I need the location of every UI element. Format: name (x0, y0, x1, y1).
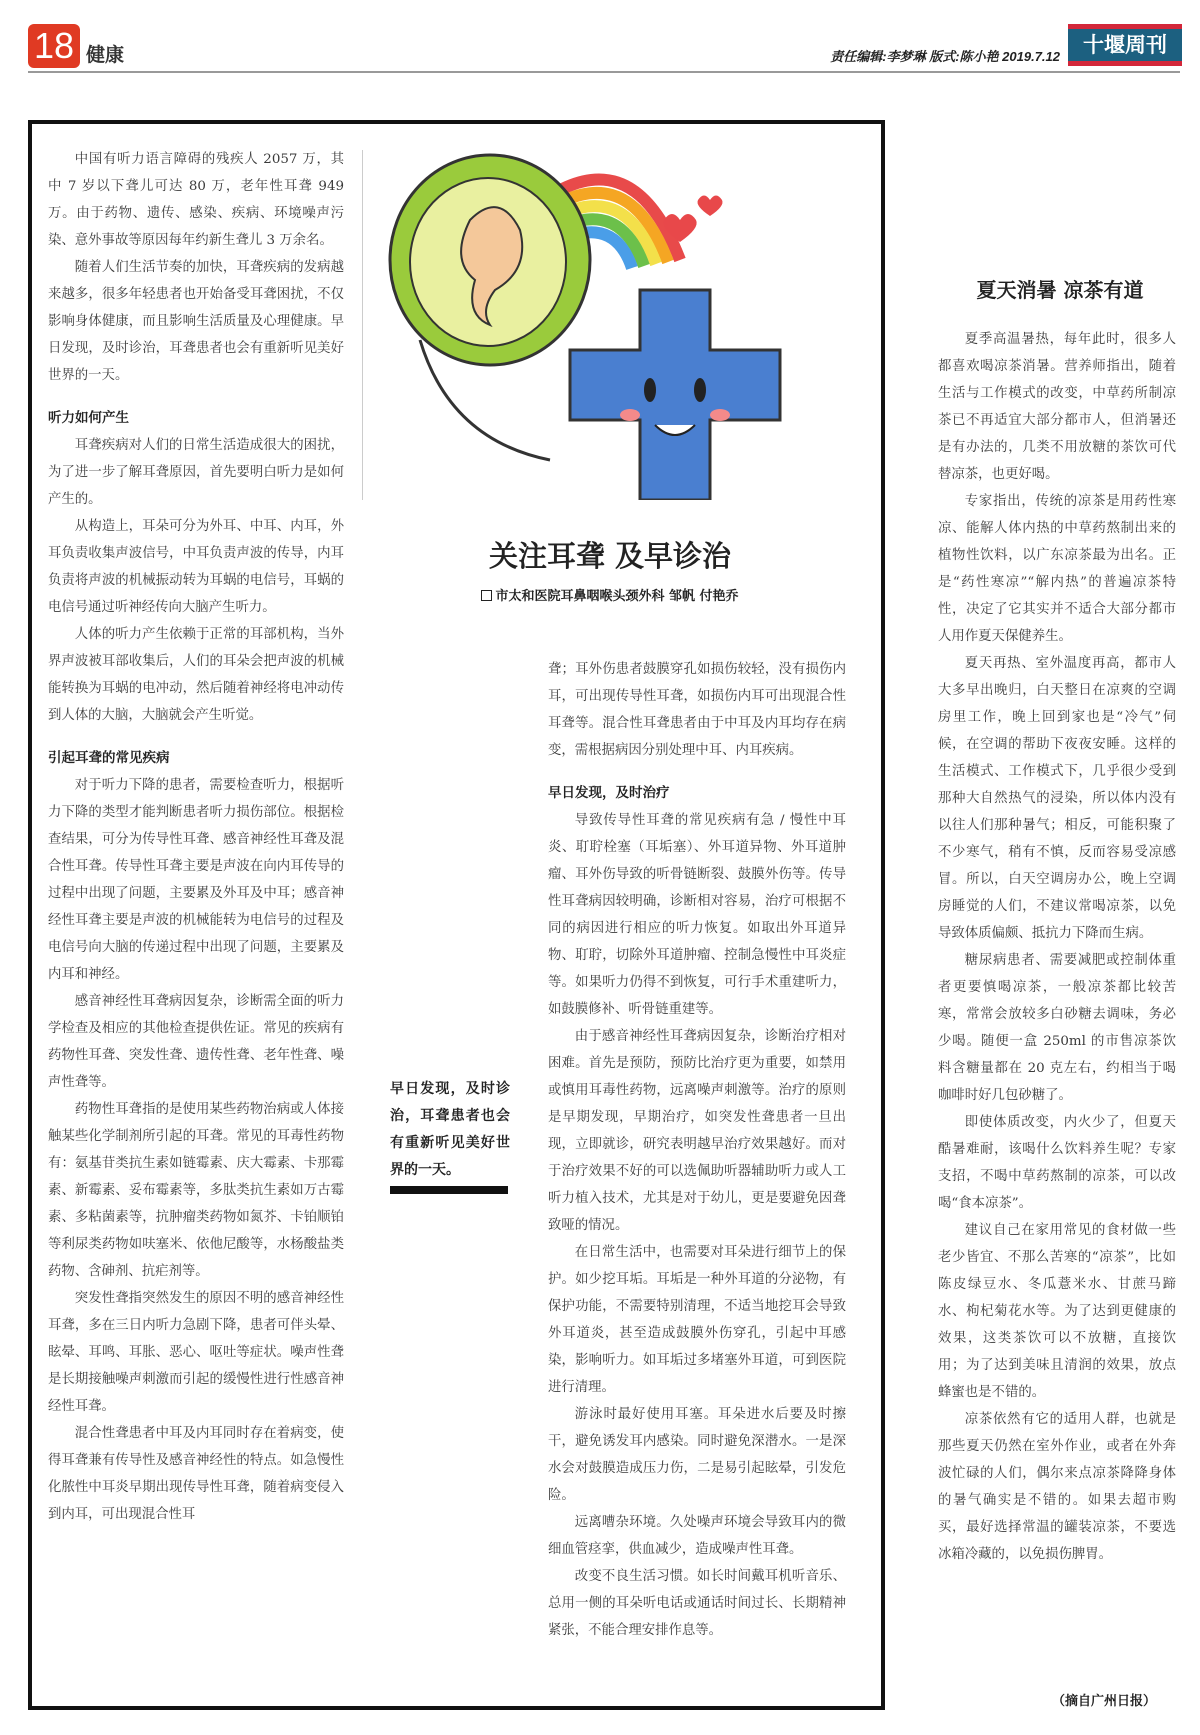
paragraph: 突发性聋指突然发生的原因不明的感音神经性耳聋，多在三日内听力急剧下降，患者可伴头晕、眩晕、耳鸣、耳胀、恶心、呕吐等症状。噪声性聋是长期接触噪声刺激而引起的缓慢性进行性感音神经性耳聋。 (48, 1291, 344, 1414)
paragraph: 凉茶依然有它的适用人群，也就是那些夏天仍然在室外作业，或者在外奔波忙碌的人们，偶尔来点凉茶降降身体的暑气确实是不错的。如果去超市购买，最好选择常温的罐装凉茶，不要选冰箱冷藏的，以免损伤脾胃。 (938, 1412, 1176, 1562)
paragraph: 感音神经性耳聋病因复杂，诊断需全面的听力学检查及相应的其他检查提供佐证。常见的疾病有药物性耳聋、突发性聋、遗传性聋、老年性聋、噪声性聋等。 (48, 994, 344, 1090)
paragraph: 对于听力下降的患者，需要检查听力，根据听力下降的类型才能判断患者听力损伤部位。根据检查结果，可分为传导性耳聋、感音神经性耳聋及混合性耳聋。传导性耳聋主要是声波在向内耳传导的过程中出现了问题，主要累及外耳及中耳；感音神经性耳聋主要是声波的机械能转为电信号的过程及电信号向大脑的传递过程中出现了问题，主要累及内耳和神经。 (48, 778, 344, 982)
paragraph: 混合性聋患者中耳及内耳同时存在着病变，使得耳聋兼有传导性及感音神经性的特点。如急慢性化脓性中耳炎早期出现传导性耳聋，随着病变侵入到内耳，可出现混合性耳 (48, 1426, 344, 1522)
paragraph: 即使体质改变，内火少了，但夏天酷暑难耐，该喝什么饮料养生呢？专家支招，不喝中草药熬制的凉茶，可以改喝“食本凉茶”。 (938, 1115, 1176, 1211)
sidebar-source: （摘自广州日报） (1052, 1694, 1157, 1709)
sidebar-column (938, 326, 1176, 1568)
article-middle-column (548, 656, 846, 1644)
pull-quote: 早日发现，及时诊治，耳聋患者也会有重新听见美好世界的一天。 (390, 1081, 510, 1178)
paragraph: 游泳时最好使用耳塞。耳朵进水后要及时擦干，避免诱发耳内感染。同时避免深潜水。一是深水会对鼓膜造成压力伤，二是易引起眩晕，引发危险。 (548, 1407, 846, 1503)
header-divider (28, 71, 1180, 73)
ear-disc-icon (390, 155, 590, 365)
paragraph: 药物性耳聋指的是使用某些药物治病或人体接触某些化学制剂所引起的耳聋。常见的耳毒性药物有：氨基苷类抗生素如链霉素、庆大霉素、卡那霉素、新霉素、妥布霉素等，多肽类抗生素如万古霉素、多粘菌素等，抗肿瘤类药物如氮芥、卡铂顺铂等利尿类药物如呋塞米、依他尼酸等，水杨酸盐类药物、含砷剂、抗疟剂等。 (48, 1102, 344, 1279)
subheading: 听力如何产生 (48, 410, 129, 426)
article-byline (360, 585, 860, 604)
paragraph: 建议自己在家用常见的食材做一些老少皆宜、不那么苦寒的“凉茶”，比如陈皮绿豆水、冬瓜薏米水、甘蔗马蹄水、枸杞菊花水等。为了达到更健康的效果，这类茶饮可以不放糖，直接饮用；为了达到美味且清润的效果，放点蜂蜜也是不错的。 (938, 1223, 1176, 1400)
paragraph: 人体的听力产生依赖于正常的耳部机构，当外界声波被耳部收集后，人们的耳朵会把声波的机械能转换为耳蜗的电冲动，然后随着神经将电冲动传到人体的大脑，大脑就会产生听觉。 (48, 627, 344, 723)
paragraph: 聋；耳外伤患者鼓膜穿孔如损伤较轻，没有损伤内耳，可出现传导性耳聋，如损伤内耳可出现混合性耳聋等。混合性耳聋患者由于中耳及内耳均存在病变，需根据病因分别处理中耳、内耳疾病。 (548, 662, 846, 758)
article-title: 关注耳聋 及早诊治 (488, 539, 732, 573)
paragraph: 远离嘈杂环境。久处噪声环境会导致耳内的微细血管痉挛，供血减少，造成噪声性耳聋。 (548, 1515, 846, 1557)
paragraph: 耳聋疾病对人们的日常生活造成很大的困扰，为了进一步了解耳聋原因，首先要明白听力是如何产生的。 (48, 438, 344, 507)
byline-text: 市太和医院耳鼻咽喉头颈外科 邹帆 付艳乔 (495, 589, 739, 604)
paragraph: 改变不良生活习惯。如长时间戴耳机听音乐、总用一侧的耳朵听电话或通话时间过长、长期精神紧张，不能合理安排作息等。 (548, 1569, 846, 1638)
subheading: 引起耳聋的常见疾病 (48, 750, 170, 766)
paragraph: 糖尿病患者、需要减肥或控制体重者更要慎喝凉茶，一般凉茶都比较苦寒，常常会放较多白砂糖去调味，务必少喝。随便一盒 250ml 的市售凉茶饮料含糖量都在 20 克左右，约相当于喝咖啡时好几包砂糖了。 (938, 953, 1176, 1103)
paragraph: 在日常生活中，也需要对耳朵进行细节上的保护。如少挖耳垢。耳垢是一种外耳道的分泌物，有保护功能，不需要特别清理，不适当地挖耳会导致外耳道炎，甚至造成鼓膜外伤穿孔，引起中耳感染，影响听力。如耳垢过多堵塞外耳道，可到医院进行清理。 (548, 1245, 846, 1395)
page-number: 18 (28, 24, 80, 68)
paragraph: 专家指出，传统的凉茶是用药性寒凉、能解人体内热的中草药熬制出来的植物性饮料，以广东凉茶最为出名。正是“药性寒凉”“解内热”的普遍凉茶特性，决定了它其实并不适合大部分都市人用作夏天保健养生。 (938, 494, 1176, 644)
sidebar-title: 夏天消暑 凉茶有道 (976, 278, 1144, 302)
illustration (380, 140, 860, 500)
newspaper-logo: 十堰周刊 (1068, 24, 1182, 66)
paragraph: 中国有听力语言障碍的残疾人 2057 万，其中 7 岁以下聋儿可达 80 万，老年性耳聋 949 万。由于药物、遗传、感染、疾病、环境噪声污染、意外事故等原因每年约新生聋儿 3 万余名。 (48, 152, 344, 248)
paragraph: 随着人们生活节奏的加快，耳聋疾病的发病越来越多，很多年轻患者也开始备受耳聋困扰，不仅影响身体健康，而且影响生活质量及心理健康。早日发现，及时诊治，耳聋患者也会有重新听见美好世界的一天。 (48, 260, 344, 383)
paragraph: 由于感音神经性耳聋病因复杂，诊断治疗相对困难。首先是预防，预防比治疗更为重要，如禁用或慎用耳毒性药物，远离噪声刺激等。治疗的原则是早期发现，早期治疗，如突发性聋患者一旦出现，立即就诊，研究表明越早治疗效果越好。而对于治疗效果不好的可以选佩助听器辅助听力或人工听力植入技术，尤其是对于幼儿，更是要避免因聋致哑的情况。 (548, 1029, 846, 1233)
pull-quote-bar (390, 1186, 508, 1194)
paragraph: 从构造上，耳朵可分为外耳、中耳、内耳，外耳负责收集声波信号，中耳负责声波的传导，内耳负责将声波的机械振动转为耳蜗的电信号，耳蜗的电信号通过听神经传向大脑产生听力。 (48, 519, 344, 615)
medical-cross-character-icon (570, 290, 780, 500)
paragraph: 夏天再热、室外温度再高，都市人大多早出晚归，白天整日在凉爽的空调房里工作，晚上回到家也是“冷气”伺候，在空调的帮助下夜夜安睡。这样的生活模式、工作模式下，几乎很少受到那种大自然热气的浸染，所以体内没有以往人们那种暑气；相反，可能积聚了不少寒气，稍有不慎，反而容易受凉感冒。所以，白天空调房办公，晚上空调房睡觉的人们，不建议常喝凉茶，以免导致体质偏颇、抵抗力下降而生病。 (938, 656, 1176, 941)
paragraph: 导致传导性耳聋的常见疾病有急 / 慢性中耳炎、耵聍栓塞（耳垢塞）、外耳道异物、外耳道肿瘤、耳外伤导致的听骨链断裂、鼓膜外伤等。传导性耳聋病因较明确，诊断相对容易，治疗可根据不同的病因进行相应的听力恢复。如取出外耳道异物、耵聍，切除外耳道肿瘤、控制急慢性中耳炎症等。如果听力仍得不到恢复，可行手术重建听力，如鼓膜修补、听骨链重建等。 (548, 813, 846, 1017)
column-divider (362, 150, 363, 500)
section-title: 健康 (86, 44, 125, 66)
article-left-column (48, 146, 344, 1528)
paragraph: 夏季高温暑热，每年此时，很多人都喜欢喝凉茶消暑。营养师指出，随着生活与工作模式的改变，中草药所制凉茶已不再适宜大部分都市人，但消暑还是有办法的，几类不用放糖的茶饮可代替凉茶，也更好喝。 (938, 332, 1176, 482)
square-marker-icon (481, 590, 492, 601)
subheading: 早日发现，及时治疗 (548, 785, 670, 801)
heart-icon (663, 196, 722, 243)
editor-meta: 责任编辑:李梦琳 版式:陈小艳 2019.7.12 (830, 49, 1060, 64)
